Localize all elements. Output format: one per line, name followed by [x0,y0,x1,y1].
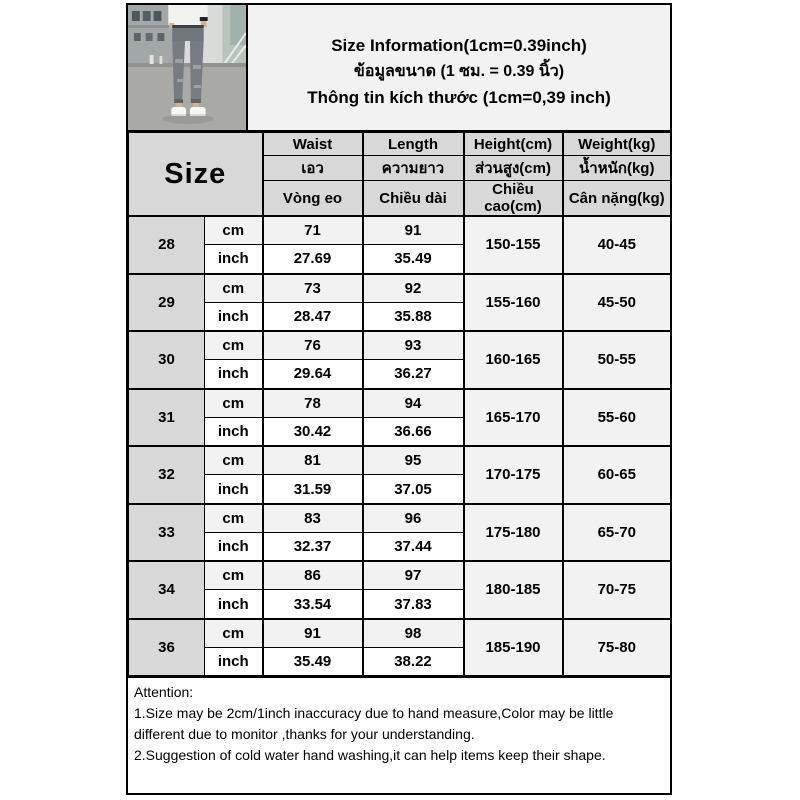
length-cm-value: 93 [363,331,464,360]
height-range-value: 180-185 [464,561,563,619]
size-header-cell: Size [129,133,263,217]
waist-inch-value: 30.42 [263,417,363,446]
top-section [128,5,670,130]
title-block [248,5,670,130]
size-value: 32 [129,446,205,504]
weight-range-value: 70-75 [563,561,671,619]
length-cm-value: 92 [363,274,464,303]
size-row-cm [129,389,671,418]
size-row-cm [129,504,671,533]
unit-inch-label: inch [205,360,263,389]
size-row-cm [129,274,671,303]
waist-cm-value: 78 [263,389,363,418]
product-photo-illustration [128,5,246,130]
weight-range-value: 75-80 [563,619,671,676]
height-range-value: 170-175 [464,446,563,504]
weight-header-en: Weight(kg) [563,133,671,156]
height-range-value: 175-180 [464,504,563,562]
length-inch-value: 36.66 [363,417,464,446]
length-inch-value: 37.44 [363,532,464,561]
waist-cm-value: 81 [263,446,363,475]
waist-cm-value: 83 [263,504,363,533]
attention-line-1: 1.Size may be 2cm/1inch inaccuracy due to hand measure,Color may be little different due to monitor ,thanks for your understanding. [134,705,614,742]
waist-header-en: Waist [263,133,363,156]
length-header-th: ความยาว [363,156,464,181]
size-row-cm [129,331,671,360]
unit-cm-label: cm [205,216,263,245]
size-value: 28 [129,216,205,274]
length-inch-value: 37.05 [363,475,464,504]
length-inch-value: 36.27 [363,360,464,389]
height-range-value: 155-160 [464,274,563,332]
length-cm-value: 95 [363,446,464,475]
size-value: 29 [129,274,205,332]
waist-header-th: เอว [263,156,363,181]
waist-inch-value: 32.37 [263,532,363,561]
height-range-value: 150-155 [464,216,563,274]
waist-cm-value: 86 [263,561,363,590]
title-vietnamese: Thông tin kích thước (1cm=0,39 inch) [307,87,611,107]
height-header-vi: Chiều cao(cm) [464,181,563,217]
unit-cm-label: cm [205,274,263,303]
length-inch-value: 35.88 [363,302,464,331]
unit-inch-label: inch [205,475,263,504]
attention-note [128,676,670,793]
waist-inch-value: 28.47 [263,302,363,331]
size-value: 31 [129,389,205,447]
unit-inch-label: inch [205,647,263,675]
weight-range-value: 40-45 [563,216,671,274]
unit-cm-label: cm [205,331,263,360]
length-header-vi: Chiều dài [363,181,464,217]
length-cm-value: 97 [363,561,464,590]
unit-cm-label: cm [205,389,263,418]
unit-inch-label: inch [205,532,263,561]
length-cm-value: 94 [363,389,464,418]
unit-inch-label: inch [205,590,263,619]
size-row-cm [129,216,671,245]
unit-cm-label: cm [205,619,263,648]
title-english: Size Information(1cm=0.39inch) [331,35,587,55]
waist-inch-value: 33.54 [263,590,363,619]
unit-cm-label: cm [205,504,263,533]
size-value: 36 [129,619,205,676]
waist-inch-value: 35.49 [263,647,363,675]
waist-header-vi: Vòng eo [263,181,363,217]
weight-range-value: 55-60 [563,389,671,447]
size-row-cm [129,561,671,590]
height-header-th: ส่วนสูง(cm) [464,156,563,181]
waist-cm-value: 91 [263,619,363,648]
weight-range-value: 60-65 [563,446,671,504]
size-chart-sheet [126,3,672,795]
weight-header-vi: Cân nặng(kg) [563,181,671,217]
header-row-english [129,133,671,156]
waist-cm-value: 73 [263,274,363,303]
height-range-value: 185-190 [464,619,563,676]
waist-inch-value: 31.59 [263,475,363,504]
weight-header-th: น้ำหนัก(kg) [563,156,671,181]
weight-range-value: 50-55 [563,331,671,389]
length-cm-value: 98 [363,619,464,648]
waist-cm-value: 71 [263,216,363,245]
attention-title: Attention: [134,684,194,700]
unit-inch-label: inch [205,245,263,274]
unit-inch-label: inch [205,417,263,446]
size-value: 33 [129,504,205,562]
length-cm-value: 91 [363,216,464,245]
length-inch-value: 37.83 [363,590,464,619]
length-header-en: Length [363,133,464,156]
waist-cm-value: 76 [263,331,363,360]
length-inch-value: 35.49 [363,245,464,274]
height-range-value: 160-165 [464,331,563,389]
weight-range-value: 45-50 [563,274,671,332]
size-value: 30 [129,331,205,389]
title-thai: ข้อมูลขนาด (1 ซม. = 0.39 นิ้ว) [353,62,565,80]
unit-cm-label: cm [205,446,263,475]
length-cm-value: 96 [363,504,464,533]
size-value: 34 [129,561,205,619]
size-row-cm [129,446,671,475]
height-header-en: Height(cm) [464,133,563,156]
attention-line-2: 2.Suggestion of cold water hand washing,it can help items keep their shape. [134,747,606,763]
height-range-value: 165-170 [464,389,563,447]
waist-inch-value: 29.64 [263,360,363,389]
size-table-wrap [128,130,670,676]
size-row-cm [129,619,671,648]
unit-cm-label: cm [205,561,263,590]
product-photo [128,5,248,130]
size-table-body [129,216,671,676]
waist-inch-value: 27.69 [263,245,363,274]
unit-inch-label: inch [205,302,263,331]
weight-range-value: 65-70 [563,504,671,562]
size-table [128,132,671,676]
length-inch-value: 38.22 [363,647,464,675]
